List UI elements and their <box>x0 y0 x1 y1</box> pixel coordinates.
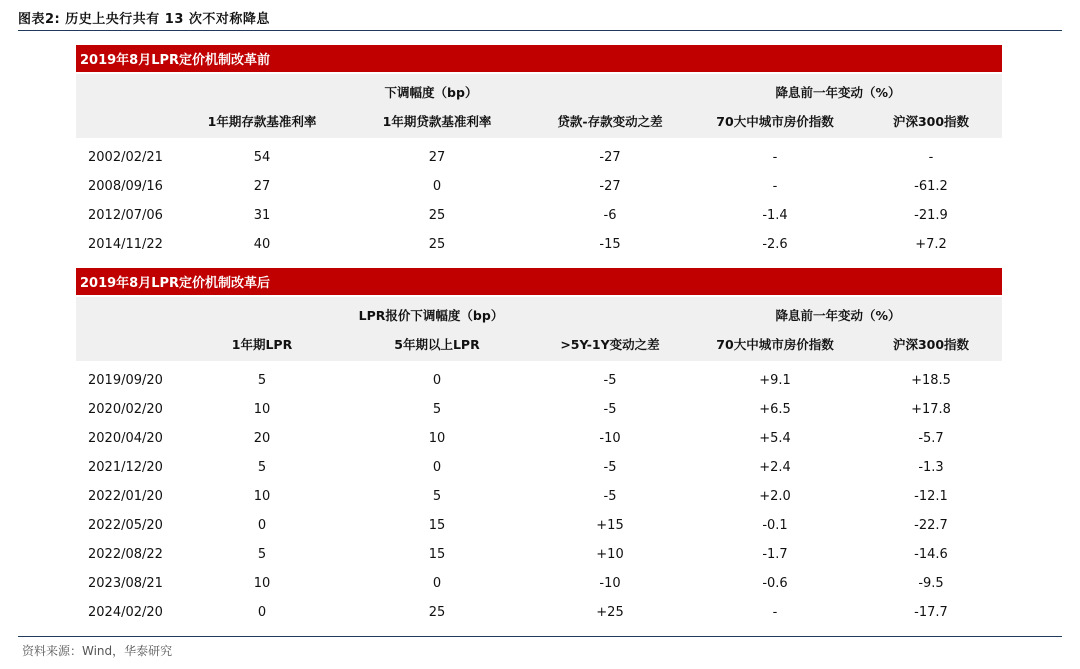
date-cell: 2023/08/21 <box>88 576 163 591</box>
date-cell: 2022/05/20 <box>88 518 163 533</box>
table-cell: -1.3 <box>918 460 944 475</box>
table-cell: 10 <box>253 576 271 591</box>
table-cell: -22.7 <box>914 518 948 533</box>
table-cell: +5.4 <box>759 431 791 446</box>
column-header: 70大中城市房价指数 <box>716 337 834 352</box>
table-cell: -2.6 <box>762 237 788 252</box>
table-cell: 25 <box>428 605 446 620</box>
table-cell: 5 <box>257 373 267 388</box>
table-cell: 20 <box>253 431 271 446</box>
date-cell: 2020/04/20 <box>88 431 163 446</box>
table-cell: +6.5 <box>759 402 791 417</box>
date-cell: 2024/02/20 <box>88 605 163 620</box>
table-cell: +2.0 <box>759 489 791 504</box>
table-cell: 5 <box>432 402 442 417</box>
table-cell: 5 <box>257 547 267 562</box>
table-cell: +7.2 <box>915 237 947 252</box>
table-cell: 40 <box>253 237 271 252</box>
table-cell: -21.9 <box>914 208 948 223</box>
column-header: 沪深300指数 <box>892 114 970 129</box>
table-row <box>76 367 1002 396</box>
source-note: 资料来源：Wind，华泰研究 <box>22 644 173 658</box>
table-cell: +10 <box>596 547 624 562</box>
table-cell: 5 <box>257 460 267 475</box>
column-header: 沪深300指数 <box>892 337 970 352</box>
date-cell: 2021/12/20 <box>88 460 163 475</box>
column-header: 1年期存款基准利率 <box>207 114 317 129</box>
column-header: 1年期LPR <box>231 337 293 352</box>
table-cell: +15 <box>596 518 624 533</box>
bottom-divider <box>18 636 1062 637</box>
table-cell: -10 <box>599 431 621 446</box>
table-cell: 0 <box>432 460 442 475</box>
table-cell: -9.5 <box>918 576 944 591</box>
table-row <box>76 173 1002 202</box>
table-cell: -12.1 <box>914 489 948 504</box>
table-row <box>76 570 1002 599</box>
date-cell: 2019/09/20 <box>88 373 163 388</box>
figure-title: 图表2: 历史上央行共有 13 次不对称降息 <box>18 12 270 27</box>
table-row <box>76 425 1002 454</box>
table-cell: -0.1 <box>762 518 788 533</box>
date-cell: 2022/01/20 <box>88 489 163 504</box>
column-header: 5年期以上LPR <box>394 337 480 352</box>
table-cell: 15 <box>428 518 446 533</box>
section-header-before-reform: 2019年8月LPR定价机制改革前 <box>76 45 1002 72</box>
table-cell: +17.8 <box>911 402 951 417</box>
table-cell: 5 <box>432 489 442 504</box>
table-cell: +25 <box>596 605 624 620</box>
table-row <box>76 202 1002 231</box>
table-cell: -5 <box>603 460 617 475</box>
table-row <box>76 541 1002 570</box>
table-cell: 10 <box>428 431 446 446</box>
table-cell: 10 <box>253 489 271 504</box>
table-cell: 31 <box>253 208 271 223</box>
table-cell: -5 <box>603 489 617 504</box>
group-header-left: 下调幅度（bp） <box>384 85 478 100</box>
table-cell: 0 <box>432 373 442 388</box>
table-cell: -0.6 <box>762 576 788 591</box>
table-cell: 0 <box>257 518 267 533</box>
table-cell: 54 <box>253 150 271 165</box>
table-row <box>76 231 1002 260</box>
date-cell: 2002/02/21 <box>88 150 163 165</box>
table-cell: +2.4 <box>759 460 791 475</box>
table-cell: +9.1 <box>759 373 791 388</box>
column-header: 贷款-存款变动之差 <box>557 114 663 129</box>
table-cell: 25 <box>428 237 446 252</box>
table-cell: -61.2 <box>914 179 948 194</box>
table-cell: - <box>772 179 778 194</box>
date-cell: 2008/09/16 <box>88 179 163 194</box>
table-row <box>76 512 1002 541</box>
table-cell: -5.7 <box>918 431 944 446</box>
table-cell: 0 <box>257 605 267 620</box>
table-cell: -14.6 <box>914 547 948 562</box>
table-cell: 25 <box>428 208 446 223</box>
group-header-right: 降息前一年变动（%） <box>775 85 901 100</box>
table-cell: -5 <box>603 402 617 417</box>
table-cell: - <box>772 605 778 620</box>
table-cell: -10 <box>599 576 621 591</box>
date-cell: 2020/02/20 <box>88 402 163 417</box>
table-cell: - <box>772 150 778 165</box>
table-cell: -1.4 <box>762 208 788 223</box>
table-cell: -17.7 <box>914 605 948 620</box>
table-row <box>76 483 1002 512</box>
group-header-right: 降息前一年变动（%） <box>775 308 901 323</box>
table-cell: 27 <box>428 150 446 165</box>
table-cell: 27 <box>253 179 271 194</box>
table-cell: 15 <box>428 547 446 562</box>
table-cell: -15 <box>599 237 621 252</box>
table-cell: -6 <box>603 208 617 223</box>
table-cell: -27 <box>599 150 621 165</box>
section-header-after-reform: 2019年8月LPR定价机制改革后 <box>76 268 1002 295</box>
table-cell: +18.5 <box>911 373 951 388</box>
table-cell: - <box>928 150 934 165</box>
date-cell: 2012/07/06 <box>88 208 163 223</box>
column-header: 70大中城市房价指数 <box>716 114 834 129</box>
title-divider <box>18 30 1062 31</box>
table-row <box>76 454 1002 483</box>
table-cell: -27 <box>599 179 621 194</box>
column-header: >5Y-1Y变动之差 <box>560 337 660 352</box>
table-cell: -5 <box>603 373 617 388</box>
table-cell: 0 <box>432 179 442 194</box>
table-cell: 10 <box>253 402 271 417</box>
table-row <box>76 396 1002 425</box>
table-row <box>76 599 1002 628</box>
column-header: 1年期贷款基准利率 <box>382 114 492 129</box>
date-cell: 2022/08/22 <box>88 547 163 562</box>
table-cell: 0 <box>432 576 442 591</box>
table-row <box>76 144 1002 173</box>
table-cell: -1.7 <box>762 547 788 562</box>
date-cell: 2014/11/22 <box>88 237 163 252</box>
group-header-left: LPR报价下调幅度（bp） <box>358 308 504 323</box>
